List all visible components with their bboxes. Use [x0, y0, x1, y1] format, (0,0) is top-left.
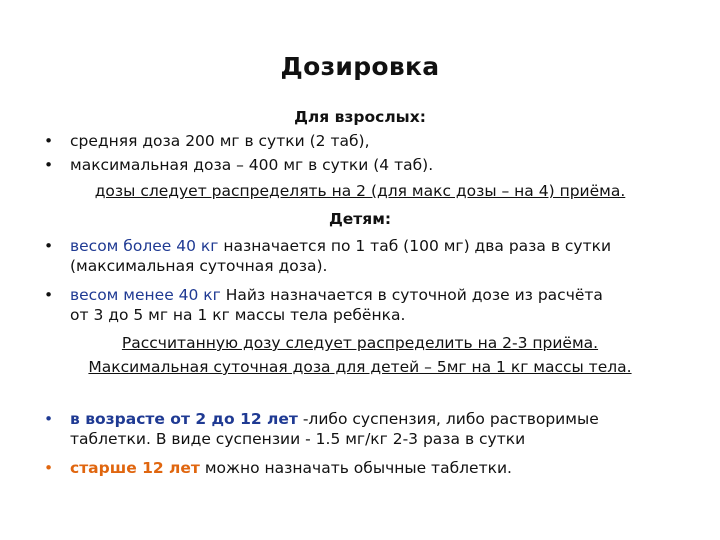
child-weight-over-40 — [70, 236, 696, 276]
age-2-12-text: -либо суспензия, либо растворимые — [297, 410, 599, 428]
highlight-weight-under-40: весом менее 40 кг — [70, 286, 221, 304]
bullet-icon: • — [44, 237, 54, 255]
adult-dose-average: средняя доза 200 мг в сутки (2 таб), — [70, 132, 370, 150]
adults-note: дозы следует распределять на 2 (для макс дозы – на 4) приёма. — [94, 182, 626, 200]
child-over-40-text-2: (максимальная суточная доза). — [70, 257, 328, 275]
highlight-weight-over-40: весом более 40 кг — [70, 237, 219, 255]
age-over-12-text: можно назначать обычные таблетки. — [199, 459, 512, 477]
bullet-icon: • — [44, 459, 54, 477]
age-over-12 — [70, 458, 696, 478]
page-title: Дозировка — [280, 52, 440, 81]
adults-heading: Для взрослых: — [294, 108, 426, 126]
child-weight-under-40 — [70, 285, 696, 325]
children-heading: Детям: — [328, 210, 392, 228]
bullet-icon: • — [44, 132, 54, 150]
child-under-40-text: Найз назначается в суточной дозе из расчёта — [220, 286, 603, 304]
child-under-40-text-2: от 3 до 5 мг на 1 кг массы тела ребёнка. — [70, 306, 406, 324]
child-over-40-text: назначается по 1 таб (100 мг) два раза в сутки — [218, 237, 612, 255]
highlight-age-2-12: в возрасте от 2 до 12 лет — [70, 410, 298, 428]
bullet-icon: • — [44, 410, 54, 428]
age-2-12-text-2: таблетки. В виде суспензии - 1.5 мг/кг 2-3 раза в сутки — [70, 430, 526, 448]
adult-dose-max: максимальная доза – 400 мг в сутки (4 таб). — [70, 156, 434, 174]
children-note-2: Максимальная суточная доза для детей – 5мг на 1 кг массы тела. — [88, 358, 632, 376]
highlight-age-over-12: старше 12 лет — [70, 459, 200, 477]
age-2-to-12 — [70, 409, 696, 449]
children-note-1: Рассчитанную дозу следует распределить на 2-3 приёма. — [121, 334, 599, 352]
bullet-icon: • — [44, 286, 54, 304]
bullet-icon: • — [44, 156, 54, 174]
